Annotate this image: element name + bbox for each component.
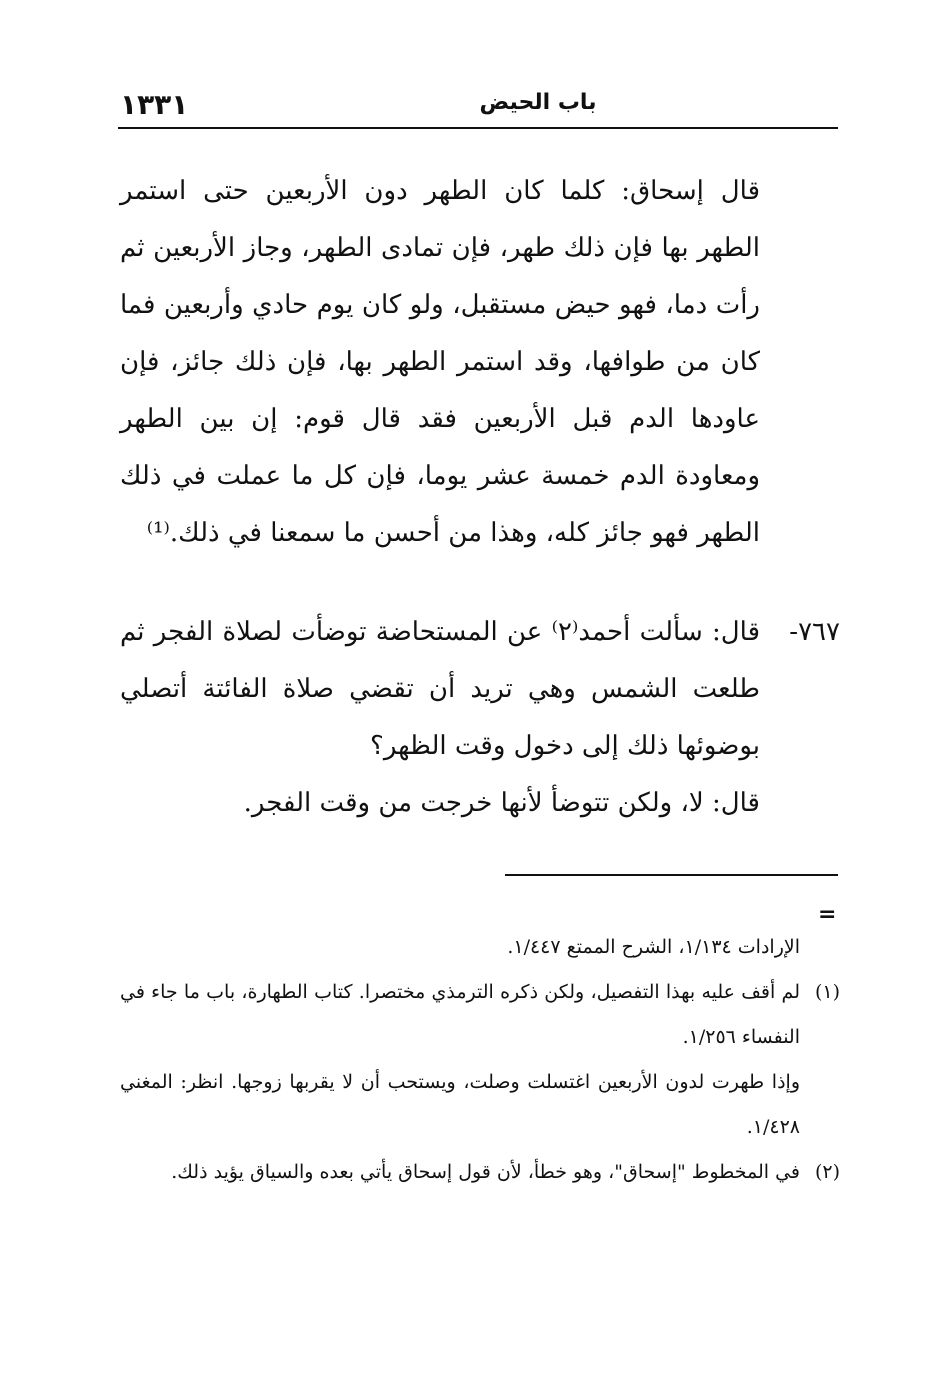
chapter-title: باب الحيض <box>479 90 597 115</box>
footnote-2-text: في المخطوط "إسحاق"، وهو خطأ، لأن قول إسحاق يأتي بعده والسياق يؤيد ذلك. <box>171 1161 800 1183</box>
entry-number: ٧٦٧- <box>789 617 840 647</box>
footnotes <box>120 925 840 1195</box>
header-rule <box>118 127 838 129</box>
footnote-1-text: لم أقف عليه بهذا التفصيل، ولكن ذكره الترمذي مختصرا. كتاب الطهارة، باب ما جاء في النفساء ١/٢٥٦. <box>120 981 800 1048</box>
footnote-2 <box>120 1150 840 1195</box>
footnote-1-number: (١) <box>814 981 840 1003</box>
footnote-1 <box>120 970 840 1150</box>
body-paragraph: قال إسحاق: كلما كان الطهر دون الأربعين حتى استمر الطهر بها فإن ذلك طهر، فإن تمادى الطهر، وجاز الأربعين ثم رأت دما، فهو حيض مستقبل، ولو كان يوم حادي وأربعين فما كان من طوافها، وقد استمر الطهر بها، فإن ذلك جائز، فإن عاودها الدم قبل الأربعين فقد قال قوم: إن بين الطهر ومعاودة الدم خمسة عشر يوما، فإن كل ما عملت في ذلك الطهر فهو جائز كله، وهذا من أحسن ما سمعنا في ذلك.⁽¹⁾ <box>120 176 760 548</box>
entry-question: قال: سألت أحمد⁽٢⁾ عن المستحاضة توضأت لصلاة الفجر ثم طلعت الشمس وهي تريد أن تقضي صلاة الفائتة أتصلي بوضوئها ذلك إلى دخول وقت الظهر؟ <box>120 617 760 761</box>
page-number: ١٣٣١ <box>120 88 189 121</box>
footnote-2-number: (٢) <box>814 1161 840 1183</box>
page-header <box>118 84 838 124</box>
footnote-separator <box>505 874 838 876</box>
entry-answer: قال: لا، ولكن تتوضأ لأنها خرجت من وقت الفجر. <box>243 788 760 818</box>
footnote-continuation-mark: = <box>818 902 837 927</box>
footnote-continuation: الإرادات ١/١٣٤، الشرح الممتع ١/٤٤٧. <box>507 936 800 958</box>
footnote-1-text-continued: وإذا طهرت لدون الأربعين اغتسلت وصلت، ويستحب أن لا يقربها زوجها. انظر: المغني ١/٤٢٨. <box>120 1071 800 1138</box>
